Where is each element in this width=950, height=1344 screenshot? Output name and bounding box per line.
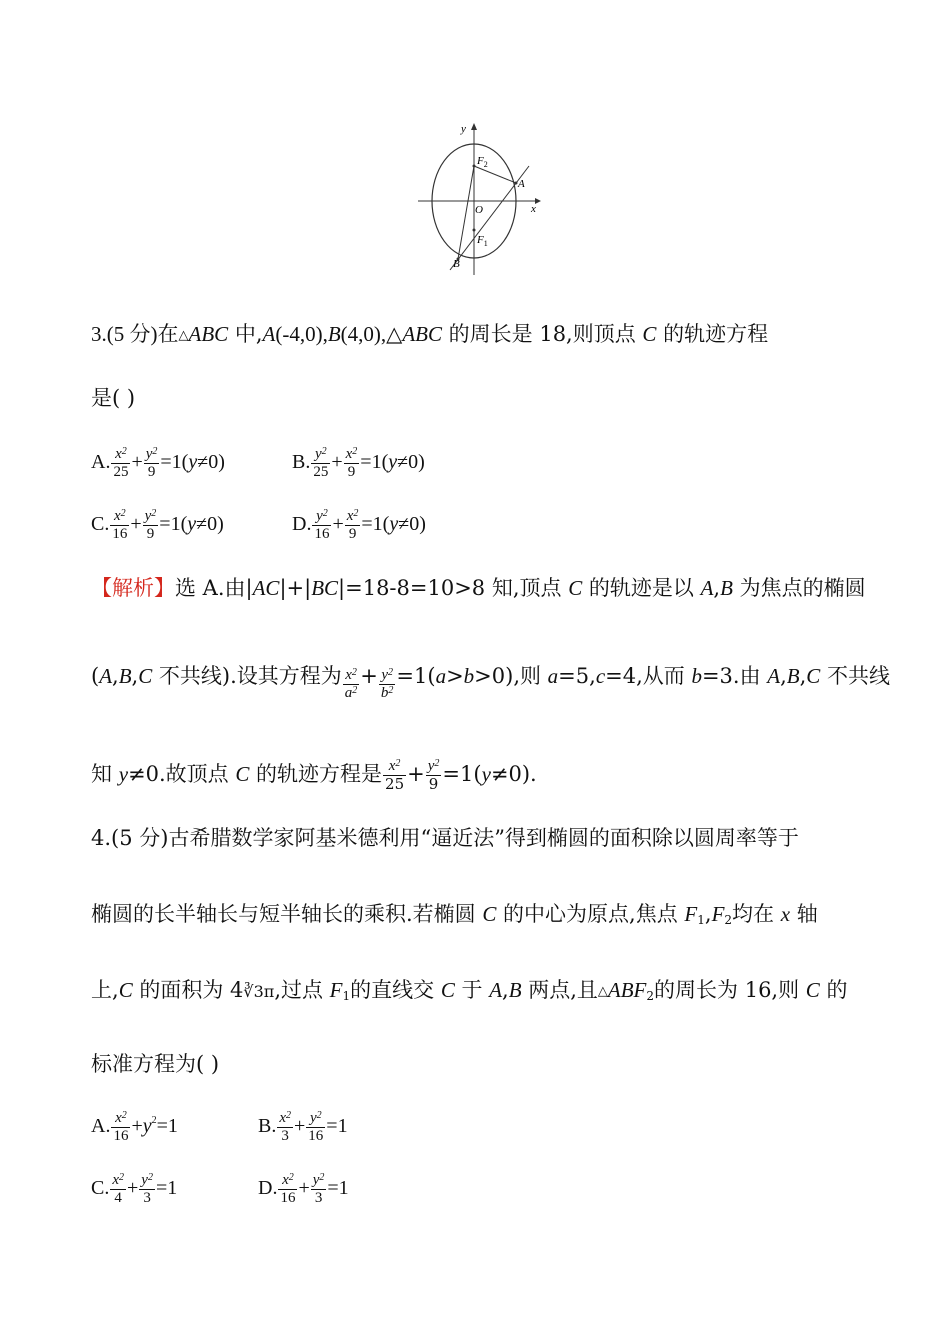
q3-analysis-line1: 【解析】选 A.由|AC|+|BC|=18-8=10>8 知,顶点 C 的轨迹是以 A,B 为焦点的椭圆	[91, 576, 866, 600]
segment-F2B	[458, 166, 474, 259]
label-O: O	[475, 204, 483, 216]
q3-analysis-line3: 知 y≠0.故顶点 C 的轨迹方程是 $\frac{x^2}{25}$ + $\frac{y^2}{9}$ =1(y≠0).	[91, 758, 537, 793]
point-F2	[473, 165, 476, 168]
label-F1: $F_1$	[477, 234, 488, 248]
x-axis-arrow	[535, 198, 541, 204]
label-B: B	[453, 258, 460, 270]
y-axis-arrow	[471, 123, 477, 130]
label-y: y	[461, 123, 466, 135]
q3-stem-line2: 是( )	[91, 386, 136, 410]
q4-stem-line1: 4.(5 分)古希腊数学家阿基米德利用“逼近法”得到椭圆的面积除以圆周率等于	[91, 826, 799, 850]
ellipse-figure	[415, 120, 555, 280]
q3-analysis-line2: (A,B,C 不共线).设其方程为 $\frac{x^2}{a^2}$ + $\frac{y^2}{b^2}$ =1(a>b>0),则 a=5,c=4,从而 b=3.由 A,B,C 不共线	[91, 664, 890, 701]
q4-stem-line2: 椭圆的长半轴长与短半轴长的乘积.若椭圆 C 的中心为原点,焦点 $F_1,F_2$均在 x 轴	[91, 902, 818, 927]
q3-option-D[interactable]: D. $\frac{y^2}{16}$ + $\frac{x^2}{9}$ =1(y≠0)	[292, 508, 426, 542]
q4-option-D[interactable]: D. $\frac{x^2}{16}$ + $\frac{y^2}{3}$ =1	[258, 1172, 349, 1206]
point-F1	[473, 229, 476, 232]
q4-stem-line4: 标准方程为( )	[91, 1052, 220, 1076]
q3-stem-line1: 3.(5 分)在△ABC 中,A(-4,0),B(4,0),△ABC 的周长是 18,则顶点 C 的轨迹方程	[91, 322, 769, 346]
analysis-tag: 【解析】	[91, 576, 175, 600]
q4-option-C[interactable]: C. $\frac{x^2}{4}$ + $\frac{y^2}{3}$ =1	[91, 1172, 178, 1206]
q4-option-B[interactable]: B. $\frac{x^2}{3}$ + $\frac{y^2}{16}$ =1	[258, 1110, 348, 1144]
q3-option-A[interactable]: A. $\frac{x^2}{25}$ + $\frac{y^2}{9}$ =1(y≠0)	[91, 446, 225, 480]
q3-option-B[interactable]: B. $\frac{y^2}{25}$ + $\frac{x^2}{9}$ =1(y≠0)	[292, 446, 425, 480]
label-F2: $F_2$	[477, 155, 488, 169]
q4-option-A[interactable]: A. $\frac{x^2}{16}$ $+y^2=1$	[91, 1110, 178, 1144]
label-x: x	[531, 203, 536, 215]
q3-option-C[interactable]: C. $\frac{x^2}{16}$ + $\frac{y^2}{9}$ =1(y≠0)	[91, 508, 224, 542]
segment-F2A	[474, 166, 516, 183]
label-A: A	[518, 178, 525, 190]
q4-stem-line3: 上,C 的面积为 4∛3π,过点 $F_1$的直线交 C 于 A,B 两点,且$\triangle ABF_2$的周长为 16,则 C 的	[91, 978, 848, 1003]
